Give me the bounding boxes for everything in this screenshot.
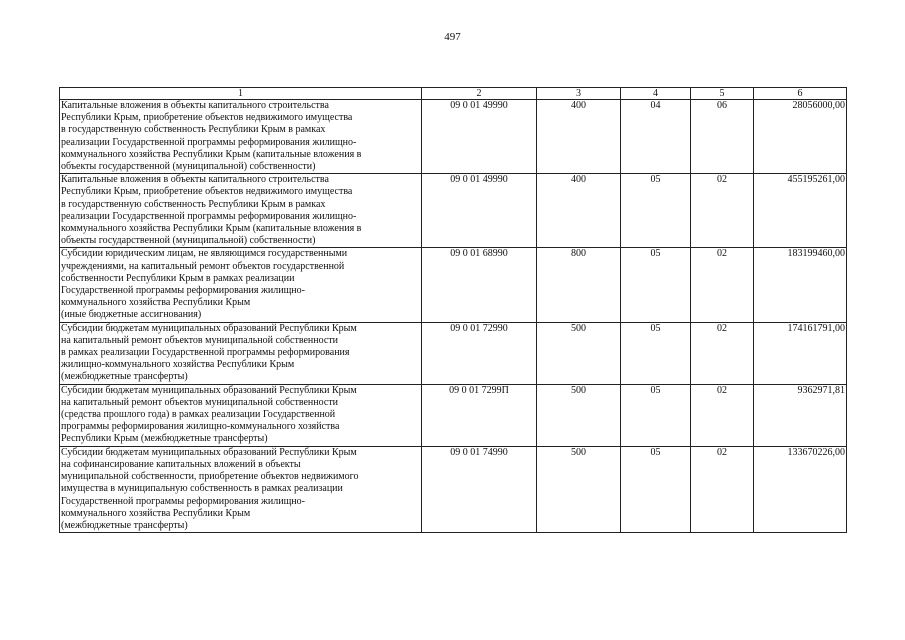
- column-header-section: 4: [621, 88, 691, 100]
- row-description: [60, 446, 422, 532]
- row-description-text: Капитальные вложения в объекты капитального строительства Республики Крым, приобретение объектов недвижимого имущества в государственную собственность Республики Крым в рамках реализации Государственной программы реформирования жилищно- коммунального хозяйства Республики Крым (капитальные вложения в объекты государственной (муниципальной) собственности): [61, 174, 362, 247]
- table-row: [60, 174, 847, 248]
- row-amount: 183199460,00: [754, 248, 847, 322]
- table-row: [60, 446, 847, 532]
- row-description: [60, 248, 422, 322]
- row-subsection: 02: [691, 384, 754, 446]
- row-amount: 133670226,00: [754, 446, 847, 532]
- row-code: 09 0 01 49990: [422, 174, 537, 248]
- table-row: [60, 100, 847, 174]
- row-amount: 28056000,00: [754, 100, 847, 174]
- row-section: 05: [621, 322, 691, 384]
- table-header-row: [60, 88, 847, 100]
- row-code: 09 0 01 49990: [422, 100, 537, 174]
- row-code: 09 0 01 68990: [422, 248, 537, 322]
- row-section: 05: [621, 248, 691, 322]
- row-expense-type: 400: [537, 174, 621, 248]
- row-expense-type: 500: [537, 384, 621, 446]
- row-subsection: 02: [691, 322, 754, 384]
- row-description-text: Субсидии бюджетам муниципальных образований Республики Крым на капитальный ремонт объектов муниципальной собственности (средства прошлого года) в рамках реализации Государственной программы реформирования жилищно-коммунального хозяйства Республики Крым (межбюджетные трансферты): [61, 384, 357, 445]
- row-expense-type: 500: [537, 322, 621, 384]
- row-description: [60, 384, 422, 446]
- row-amount: 455195261,00: [754, 174, 847, 248]
- column-header-amount: 6: [754, 88, 847, 100]
- row-description: [60, 100, 422, 174]
- row-section: 04: [621, 100, 691, 174]
- row-subsection: 02: [691, 174, 754, 248]
- row-description-text: Капитальные вложения в объекты капитального строительства Республики Крым, приобретение объектов недвижимого имущества в государственную собственность Республики Крым в рамках реализации Государственной программы реформирования жилищно- коммунального хозяйства Республики Крым (капитальные вложения в объекты государственной (муниципальной) собственности): [61, 100, 362, 173]
- row-expense-type: 500: [537, 446, 621, 532]
- column-header-code: 2: [422, 88, 537, 100]
- budget-table: [59, 87, 847, 533]
- row-subsection: 02: [691, 248, 754, 322]
- row-description: [60, 174, 422, 248]
- row-section: 05: [621, 384, 691, 446]
- row-section: 05: [621, 174, 691, 248]
- table-row: [60, 248, 847, 322]
- row-subsection: 06: [691, 100, 754, 174]
- column-header-expense-type: 3: [537, 88, 621, 100]
- row-expense-type: 400: [537, 100, 621, 174]
- row-code: 09 0 01 74990: [422, 446, 537, 532]
- row-subsection: 02: [691, 446, 754, 532]
- row-description-text: Субсидии юридическим лицам, не являющимся государственными учреждениями, на капитальный ремонт объектов государственной собственности Республики Крым в рамках реализации Государственной программы реформирования жилищно- коммунального хозяйства Республики Крым (иные бюджетные ассигнования): [61, 248, 348, 321]
- row-code: 09 0 01 72990: [422, 322, 537, 384]
- row-amount: 9362971,81: [754, 384, 847, 446]
- table-row: [60, 322, 847, 384]
- row-expense-type: 800: [537, 248, 621, 322]
- column-header-description: 1: [60, 88, 422, 100]
- row-section: 05: [621, 446, 691, 532]
- page-number: 497: [444, 31, 461, 43]
- row-description-text: Субсидии бюджетам муниципальных образований Республики Крым на софинансирование капитальных вложений в объекты муниципальной собственности, приобретение объектов недвижимого имущества в муниципальную собственность в рамках реализации Государственной программы реформирования жилищно- коммунального хозяйства Республики Крым (межбюджетные трансферты): [61, 446, 359, 531]
- row-amount: 174161791,00: [754, 322, 847, 384]
- row-description: [60, 322, 422, 384]
- row-code: 09 0 01 7299П: [422, 384, 537, 446]
- column-header-subsection: 5: [691, 88, 754, 100]
- table-row: [60, 384, 847, 446]
- row-description-text: Субсидии бюджетам муниципальных образований Республики Крым на капитальный ремонт объектов муниципальной собственности в рамках реализации Государственной программы реформирования жилищно-коммунального хозяйства Республики Крым (межбюджетные трансферты): [61, 322, 357, 383]
